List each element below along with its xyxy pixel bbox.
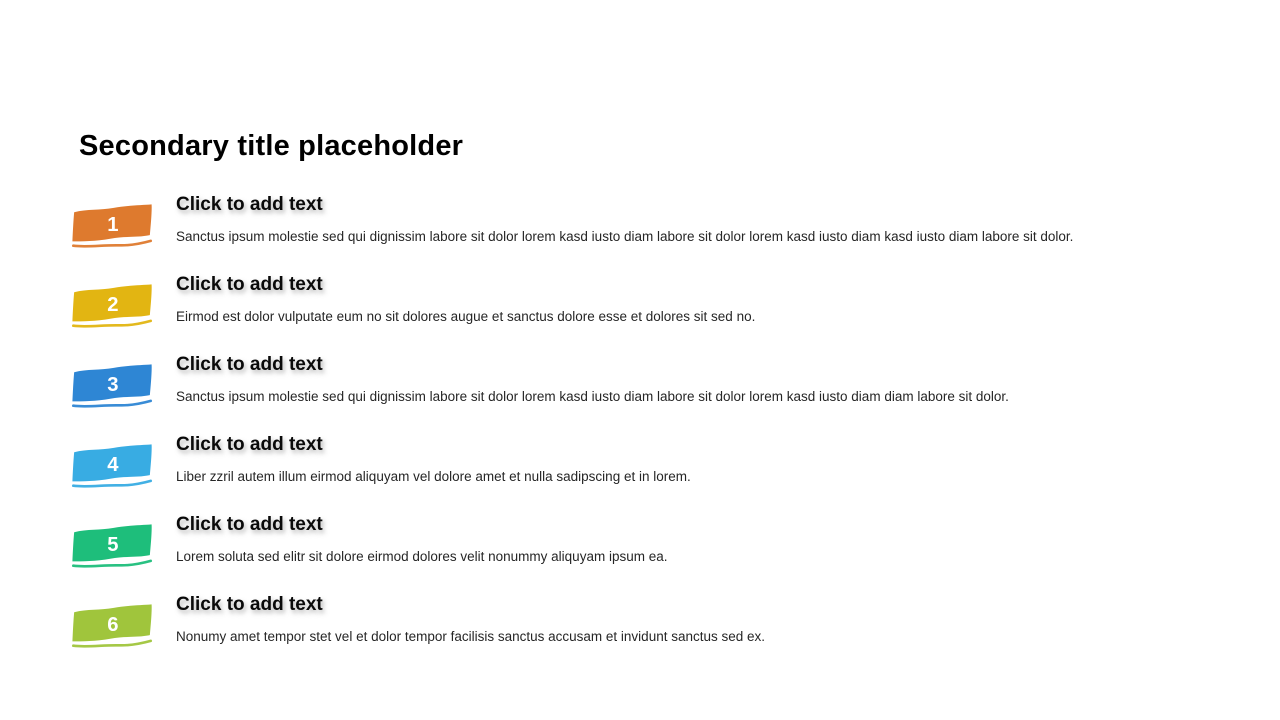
list-item	[68, 433, 1228, 499]
flag-2-icon	[68, 279, 156, 332]
item-heading-placeholder[interactable]: Click to add text	[176, 594, 323, 615]
item-heading-placeholder[interactable]: Click to add text	[176, 514, 323, 535]
item-body-text[interactable]: Sanctus ipsum molestie sed qui dignissim labore sit dolor lorem kasd iusto diam labore sit dolor lorem kasd iusto diam kasd iusto diam labore sit dolor.	[176, 229, 1074, 244]
item-heading-placeholder[interactable]: Click to add text	[176, 194, 323, 215]
item-number: 3	[107, 373, 119, 396]
list-item	[68, 273, 1228, 339]
item-number: 5	[107, 533, 119, 556]
flag-3-icon	[68, 359, 156, 412]
flag-6-icon	[68, 599, 156, 652]
item-body-text[interactable]: Liber zzril autem illum eirmod aliquyam vel dolore amet et nulla sadipscing et in lorem.	[176, 469, 691, 484]
item-body-text[interactable]: Nonumy amet tempor stet vel et dolor tempor facilisis sanctus accusam et invidunt sanctus sed ex.	[176, 629, 766, 644]
flag-4-icon	[68, 439, 156, 492]
list-item	[68, 353, 1228, 419]
slide-title-placeholder[interactable]: Secondary title placeholder	[79, 130, 464, 162]
list-item	[68, 193, 1228, 259]
item-body-text[interactable]: Eirmod est dolor vulputate eum no sit dolores augue et sanctus dolore esse et dolores sit sed no.	[176, 309, 756, 324]
item-number: 1	[107, 213, 119, 236]
item-number: 2	[107, 293, 119, 316]
item-heading-placeholder[interactable]: Click to add text	[176, 354, 323, 375]
item-body-text[interactable]: Lorem soluta sed elitr sit dolore eirmod dolores velit nonummy aliquyam ipsum ea.	[176, 549, 668, 564]
flag-5-icon	[68, 519, 156, 572]
list-item	[68, 593, 1228, 659]
item-heading-placeholder[interactable]: Click to add text	[176, 434, 323, 455]
item-number: 6	[107, 613, 119, 636]
item-body-text[interactable]: Sanctus ipsum molestie sed qui dignissim labore sit dolor lorem kasd iusto diam labore sit dolor lorem kasd iusto diam diam labore sit dolor.	[176, 389, 1009, 404]
item-number: 4	[107, 453, 119, 476]
flag-1-icon	[68, 199, 156, 252]
item-heading-placeholder[interactable]: Click to add text	[176, 274, 323, 295]
list-item	[68, 513, 1228, 579]
